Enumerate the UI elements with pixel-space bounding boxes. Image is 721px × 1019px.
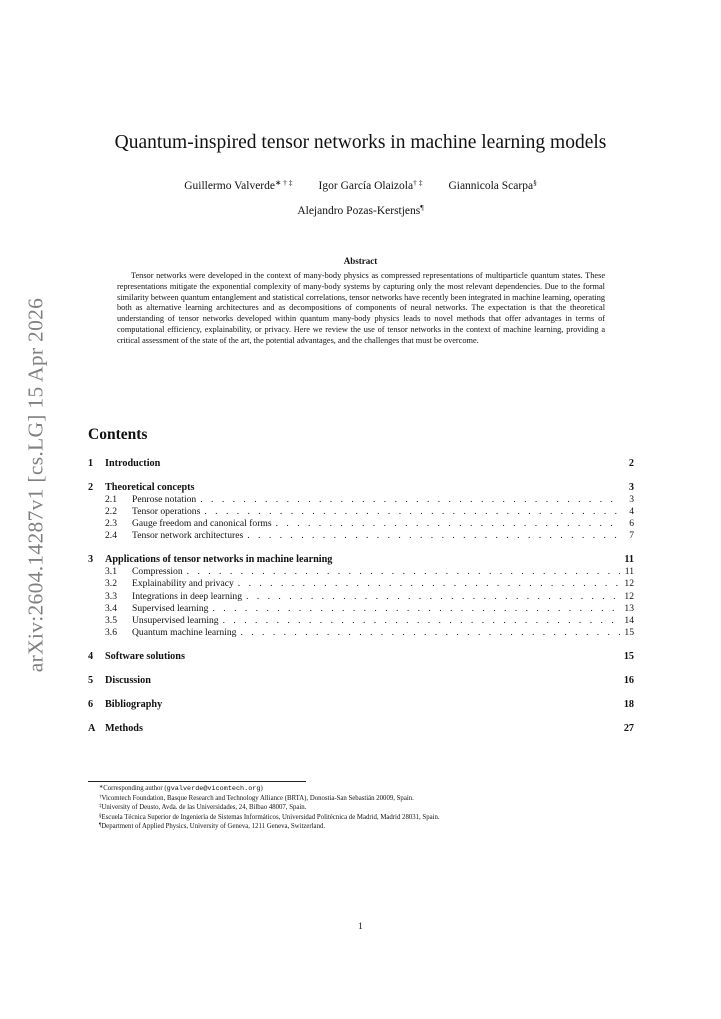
toc-subsection-page: 15 [624,626,634,638]
toc-subsection[interactable] [88,591,634,603]
abstract-text: Tensor networks were developed in the context of many-body physics as compressed representations of multiparticle quantum states. These representations mitigate the exponential complexity of many-body systems by capturing only the most relevant dependencies. Due to the formal similarity between quantum entanglement and statistical correlations, tensor networks have recently been integrated in machine learning, operating both as alternative learning architectures and as decompositions of components of neural networks. The expectation is that the theoretical understanding of tensor networks developed within quantum many-body physics leads to novel methods that offer advantages in terms of computational efficiency, explainability, or privacy. Here we review the use of tensor networks in the context of machine learning, providing a critical assessment of the state of the art, the potential advantages, and the challenges that must be overcome. [117,271,605,345]
toc-subsection-number: 2.2 [105,506,117,518]
toc-subsection[interactable] [88,494,634,506]
toc-section-page: 15 [623,650,634,662]
toc-subsection-page: 13 [624,602,634,614]
toc-leader-dots [223,615,620,627]
toc-subsection-page: 4 [629,506,634,518]
toc-section-label: Applications of tensor networks in machine learning [105,554,333,566]
toc-subsection-number: 2.4 [105,530,117,542]
toc-section-label: Software solutions [105,650,185,662]
toc-subsection[interactable] [88,566,634,578]
author-row-2 [0,197,721,222]
toc-section-title [88,481,195,494]
toc-subsection-label: Unsupervised learning [132,614,219,626]
toc-section-label: Discussion [105,674,151,686]
toc-section-page: 2 [628,458,634,469]
toc-subsection-label: Explainability and privacy [132,578,234,590]
toc-section-number: 5 [88,674,94,686]
toc-section-number: A [88,722,96,734]
toc-section[interactable] [88,650,634,663]
toc-section[interactable] [88,457,634,470]
toc-subsection-page: 3 [629,494,634,505]
toc-section[interactable] [88,698,634,711]
toc-section[interactable] [88,553,634,566]
toc-subsection-label: Penrose notation [132,494,197,505]
toc-subsection-label: Compression [132,566,183,578]
toc-subsection[interactable] [88,518,634,530]
toc-section-number: 2 [88,482,94,493]
toc-section[interactable] [88,481,634,494]
toc-subsection-page: 6 [629,518,634,530]
toc-section-title [88,674,151,687]
footnotes [99,784,440,832]
toc-subsection[interactable] [88,530,634,542]
footnote-affiliation: †Vicomtech Foundation, Basque Research and Technology Alliance (BRTA), Donostia-San Sebastián 20009, Spain. [99,794,414,802]
toc-subsection-number: 3.5 [105,614,117,626]
toc-leader-dots [212,603,620,615]
toc-leader-dots [247,530,620,542]
toc-subsection-page: 12 [624,590,634,602]
toc-subsection-number: 3.4 [105,602,117,614]
author: Guillermo Valverde∗ † ‡ [184,178,293,192]
author: Giannicola Scarpa§ [448,178,537,192]
toc-section-number: 1 [88,458,94,469]
footnote-affiliation: ‡University of Deusto, Avda. de las Universidades, 24, Bilbao 48007, Spain. [99,804,307,812]
toc-leader-dots [187,566,620,578]
toc-subsection-number: 2.1 [105,494,117,505]
toc-section-page: 27 [623,722,634,734]
toc-section-title [88,698,162,711]
toc-leader-dots [238,578,620,590]
toc-subsection-label: Tensor network architectures [132,530,244,542]
toc-subsection-number: 2.3 [105,518,117,530]
toc-subsection-number: 3.3 [105,590,117,602]
toc-subsection-label: Tensor operations [132,506,201,518]
toc-subsection-label: Integrations in deep learning [132,590,243,602]
toc-leader-dots [240,627,620,639]
toc-subsection[interactable] [88,506,634,518]
toc-section-page: 18 [623,698,634,710]
toc-leader-dots [200,494,620,506]
toc-subsection[interactable] [88,578,634,590]
toc-section-number: 3 [88,554,94,566]
toc-subsection-page: 7 [629,530,634,542]
table-of-contents [88,457,634,735]
toc-section[interactable] [88,722,634,735]
toc-leader-dots [276,518,620,530]
toc-subsection-page: 11 [624,566,634,578]
toc-leader-dots [204,506,620,518]
toc-subsection-number: 3.1 [105,566,117,578]
author: Alejandro Pozas-Kerstjens¶ [297,203,424,217]
toc-section-title [88,553,332,566]
paper-title: Quantum-inspired tensor networks in machine learning models [114,132,607,153]
toc-section-page: 11 [624,554,634,566]
toc-section-number: 4 [88,650,94,662]
toc-subsection[interactable] [88,615,634,627]
toc-section-title [88,457,160,470]
toc-subsection[interactable] [88,627,634,639]
author: Igor García Olaizola† ‡ [318,178,423,192]
author-email[interactable]: gvalverde@vicomtech.org [166,785,261,793]
toc-subsection-page: 12 [624,578,634,590]
footnote-affiliation: ¶Department of Applied Physics, University of Geneva, 1211 Geneva, Switzerland. [99,823,326,831]
toc-section-page: 16 [623,674,634,686]
toc-section[interactable] [88,674,634,687]
page-number: 1 [358,922,363,932]
toc-subsection-number: 3.2 [105,578,117,590]
toc-section-label: Bibliography [105,698,163,710]
toc-section-title [88,722,143,735]
toc-section-title [88,650,185,663]
abstract-heading: Abstract [343,256,378,266]
toc-subsection-page: 14 [624,614,634,626]
arxiv-identifier-stamp: arXiv:2604.14287v1 [cs.LG] 15 Apr 2026 [23,297,48,673]
footnote-rule [88,781,306,782]
footnote-affiliation: §Escuela Técnica Superior de Ingeniería de Sistemas Informáticos, Universidad Politécnica de Madrid, Madrid 28031, Spain. [99,813,440,821]
toc-subsection-label: Quantum machine learning [132,626,237,638]
toc-section-number: 6 [88,698,94,710]
toc-leader-dots [246,591,620,603]
toc-subsection-label: Supervised learning [132,602,209,614]
toc-section-label: Methods [105,722,143,734]
author-list [0,172,721,222]
toc-section-label: Introduction [105,458,161,469]
toc-subsection[interactable] [88,603,634,615]
toc-subsection-number: 3.6 [105,626,117,638]
toc-subsection-label: Gauge freedom and canonical forms [132,518,272,530]
author-row-1 [0,172,721,197]
footnote-corresponding-author: ∗Corresponding author (gvalverde@vicomtech.org) [99,785,263,793]
toc-section-label: Theoretical concepts [105,482,195,493]
contents-heading: Contents [88,426,148,443]
toc-section-page: 3 [628,482,634,493]
